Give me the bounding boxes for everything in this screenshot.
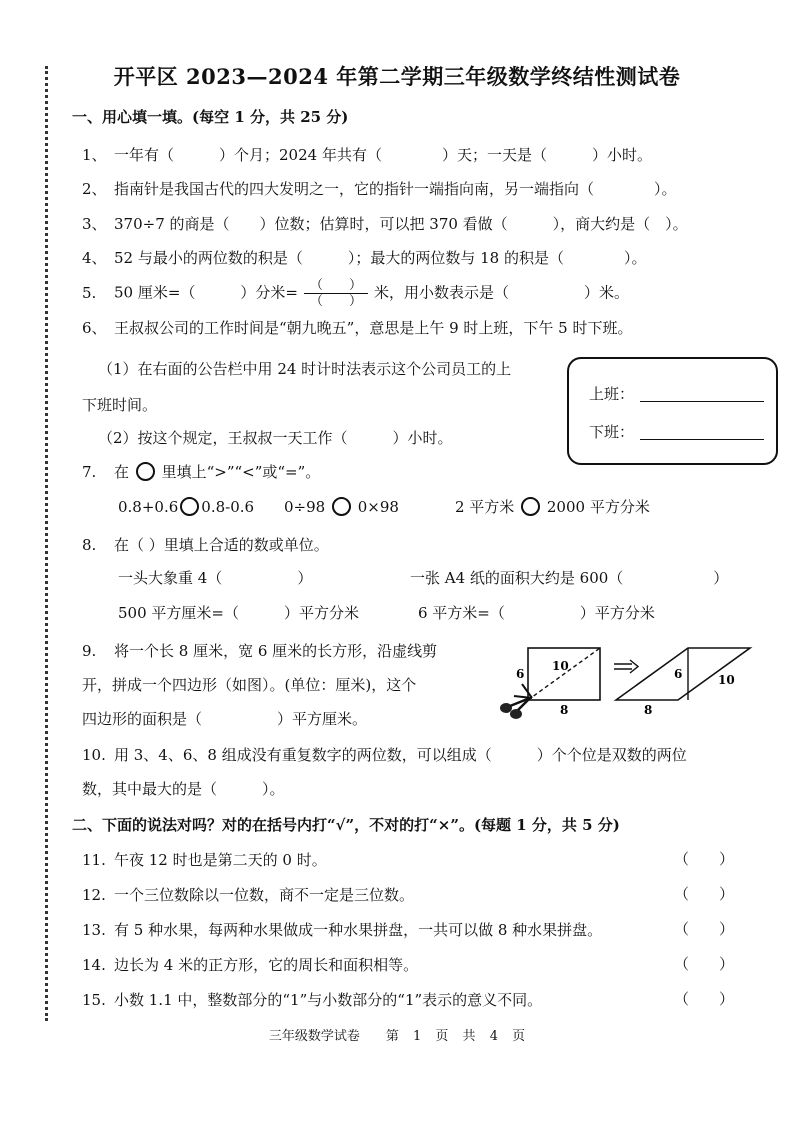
question-number: 14. [82, 956, 106, 974]
question-7 [82, 462, 320, 482]
compare-left: 2 平方米 [455, 498, 515, 516]
question-number: 12. [82, 886, 106, 904]
question-10-line2: 数，其中最大的是（ ）。 [82, 780, 285, 798]
answer-paren-12[interactable]: （ ） [674, 885, 735, 903]
question-number: 5. [82, 283, 97, 302]
notice-row-on-duty [589, 383, 764, 404]
question-6-sub1-line1: （1）在右面的公告栏中用 24 时计时法表示这个公司员工的上 [98, 360, 512, 378]
question-10 [82, 745, 687, 765]
question-number: 11. [82, 851, 106, 869]
question-number: 4、 [82, 249, 107, 267]
question-text-part2: 米，用小数表示是（ ）米。 [374, 283, 630, 302]
compare-circle-icon [136, 462, 155, 481]
notice-row-off-duty [589, 421, 764, 442]
question-number: 1、 [82, 146, 107, 164]
off-duty-answer-line[interactable] [640, 439, 764, 440]
question-1 [82, 145, 652, 165]
compare-item-2 [284, 497, 399, 517]
compare-item-1 [118, 497, 254, 517]
answer-paren-15[interactable]: （ ） [674, 990, 735, 1008]
exam-title: 开平区 2023—2024 年第二学期三年级数学终结性测试卷 [113, 64, 681, 89]
para-base-label: 8 [644, 703, 653, 717]
question-6-sub1-line2: 下班时间。 [82, 396, 158, 414]
fraction-denominator: （ ） [310, 294, 363, 309]
question-number: 13. [82, 921, 106, 939]
question-8-a: 一头大象重 4（ ） [118, 569, 313, 587]
question-number: 3、 [82, 215, 107, 233]
question-text: 370÷7 的商是（ ）位数；估算时，可以把 370 看做（ ），商大约是（ ）。 [114, 215, 688, 233]
compare-left: 0÷98 [284, 498, 326, 516]
binding-dotted-line [45, 66, 48, 1021]
on-duty-label: 上班： [589, 385, 635, 403]
question-text: 指南针是我国古代的四大发明之一，它的指针一端指向南，另一端指向（ ）。 [114, 180, 677, 198]
question-text: 一年有（ ）个月；2024 年共有（ ）天；一天是（ ）小时。 [114, 146, 652, 164]
question-8 [82, 535, 329, 555]
question-9-line3: 四边形的面积是（ ）平方厘米。 [82, 710, 368, 728]
question-4 [82, 248, 646, 268]
judge-item-12 [82, 885, 414, 905]
compare-circle-blank[interactable] [521, 497, 540, 516]
compare-circle-blank[interactable] [180, 497, 199, 516]
off-duty-label: 下班： [589, 423, 635, 441]
question-number: 8. [82, 536, 97, 554]
compare-item-3 [455, 497, 650, 517]
question-8-b: 一张 A4 纸的面积大约是 600（ ） [410, 569, 729, 587]
rect-width-label: 8 [560, 703, 569, 717]
question-number: 2、 [82, 180, 107, 198]
question-6 [82, 318, 633, 338]
question-text: 在（ ）里填上合适的数或单位。 [114, 536, 329, 554]
question-text-a: 在 [114, 463, 130, 481]
question-8-c: 500 平方厘米=（ ）平方分米 [118, 604, 359, 622]
question-text: 王叔叔公司的工作时间是“朝九晚五”，意思是上午 9 时上班，下午 5 时下班。 [114, 319, 633, 337]
notice-board [567, 357, 778, 465]
answer-paren-13[interactable]: （ ） [674, 920, 735, 938]
question-text: 将一个长 8 厘米，宽 6 厘米的长方形，沿虚线剪 [114, 642, 438, 660]
question-text-part1: 50 厘米=（ ）分米= [114, 283, 298, 302]
question-text: 用 3、4、6、8 组成没有重复数字的两位数，可以组成（ ）个个位是双数的两位 [114, 746, 687, 764]
para-height-label: 6 [674, 667, 683, 681]
answer-paren-14[interactable]: （ ） [674, 955, 735, 973]
judge-item-15 [82, 990, 542, 1010]
question-text: 52 与最小的两位数的积是（ ）；最大的两位数与 18 的积是（ ）。 [114, 249, 647, 267]
question-3 [82, 214, 688, 234]
question-number: 7. [82, 463, 97, 481]
question-text: 一个三位数除以一位数，商不一定是三位数。 [114, 886, 415, 904]
para-side-label: 10 [718, 673, 735, 687]
rect-diagonal-label: 10 [552, 659, 569, 673]
figure-svg [492, 640, 760, 730]
page-footer: 三年级数学试卷 第 1 页 共 4 页 [268, 1029, 526, 1044]
question-text: 边长为 4 米的正方形，它的周长和面积相等。 [114, 956, 419, 974]
compare-right: 0.8-0.6 [201, 498, 255, 516]
section-1-heading: 一、用心填一填。(每空 1 分，共 25 分) [72, 108, 349, 126]
on-duty-answer-line[interactable] [640, 401, 764, 402]
question-number: 15. [82, 991, 106, 1009]
compare-left: 0.8+0.6 [118, 498, 179, 516]
question-6-sub2: （2）按这个规定，王叔叔一天工作（ ）小时。 [98, 429, 453, 447]
question-text: 有 5 种水果，每两种水果做成一种水果拼盘，一共可以做 8 种水果拼盘。 [114, 921, 603, 939]
transform-arrow-icon [614, 660, 638, 673]
compare-right: 2000 平方分米 [546, 498, 650, 516]
question-2 [82, 179, 677, 199]
question-8-d: 6 平方米=（ ）平方分米 [418, 604, 655, 622]
question-text-b: 里填上“>”“<”或“=”。 [161, 463, 321, 481]
question-text: 小数 1.1 中，整数部分的“1”与小数部分的“1”表示的意义不同。 [114, 991, 543, 1009]
judge-item-11 [82, 850, 327, 870]
judge-item-14 [82, 955, 418, 975]
question-number: 6、 [82, 319, 107, 337]
fraction-numerator: （ ） [304, 279, 368, 294]
question-number: 10. [82, 746, 106, 764]
compare-circle-blank[interactable] [332, 497, 351, 516]
cut-and-rearrange-figure [492, 640, 760, 730]
cut-dashed-line [528, 648, 600, 700]
section-2-heading: 二、下面的说法对吗？对的在括号内打“√”，不对的打“×”。(每题 1 分，共 5 分) [72, 816, 620, 834]
rect-height-label: 6 [516, 667, 525, 681]
question-9 [82, 641, 437, 661]
question-number: 9. [82, 642, 97, 660]
answer-paren-11[interactable]: （ ） [674, 850, 735, 868]
question-text: 午夜 12 时也是第二天的 0 时。 [114, 851, 327, 869]
judge-item-13 [82, 920, 602, 940]
question-9-line2: 开，拼成一个四边形（如图）。(单位：厘米)，这个 [82, 676, 417, 694]
question-5 [82, 279, 629, 308]
compare-right: 0×98 [357, 498, 399, 516]
fraction-blank [304, 279, 368, 308]
